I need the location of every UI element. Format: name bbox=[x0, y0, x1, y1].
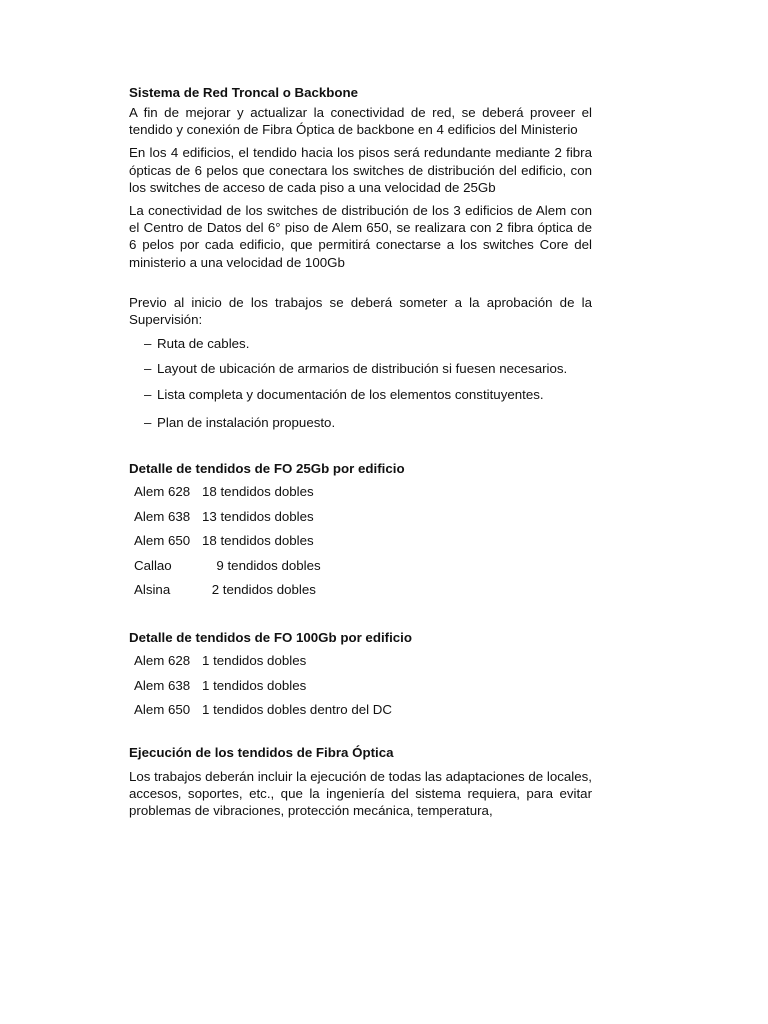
list-item bbox=[129, 360, 592, 377]
dash-bullet: – bbox=[144, 361, 152, 377]
list-item-text: Ruta de cables. bbox=[157, 336, 250, 352]
list-item bbox=[129, 335, 592, 352]
list-item-text: Layout de ubicación de armarios de distribución si fuesen necesarios. bbox=[157, 361, 568, 377]
table-row bbox=[129, 677, 592, 702]
paragraph: La conectividad de los switches de distribución de los 3 edificios de Alem con el Centro de Datos del 6° piso de Alem 650, se realizara con 2 fibra óptica de 6 pelos por cada edificio, que permitirá conectarse a los switches Core del ministerio a una velocidad de 100Gb bbox=[129, 203, 592, 270]
building-value: 1 tendidos dobles bbox=[202, 653, 307, 669]
building-name: Alem 650 bbox=[134, 533, 191, 549]
table-row bbox=[129, 701, 592, 726]
building-name: Alem 628 bbox=[134, 484, 191, 500]
section-fo-25gb bbox=[129, 460, 592, 606]
dash-bullet: – bbox=[144, 414, 152, 430]
list-item bbox=[129, 414, 592, 431]
table-row bbox=[129, 581, 592, 606]
building-name: Callao bbox=[134, 557, 172, 573]
dash-bullet: – bbox=[144, 336, 152, 352]
fo-100gb-table bbox=[129, 652, 592, 726]
list-item-text: Plan de instalación propuesto. bbox=[157, 414, 336, 430]
building-name: Alem 638 bbox=[134, 508, 191, 524]
section-heading: Detalle de tendidos de FO 100Gb por edificio bbox=[129, 630, 412, 646]
section-heading: Ejecución de los tendidos de Fibra Óptica bbox=[129, 744, 394, 760]
table-row bbox=[129, 652, 592, 677]
table-row bbox=[129, 508, 592, 533]
building-name: Alsina bbox=[134, 582, 171, 598]
paragraph: En los 4 edificios, el tendido hacia los pisos será redundante mediante 2 fibra ópticas de 6 pelos que conectara los switches de distribución del edificio, con los switches de acceso de cada piso a una velocidad de 25Gb bbox=[129, 145, 592, 195]
section-ejecucion bbox=[129, 744, 592, 820]
document-page bbox=[129, 84, 592, 819]
building-name: Alem 650 bbox=[134, 702, 191, 718]
requirements-list bbox=[129, 335, 592, 431]
table-row bbox=[129, 483, 592, 508]
paragraph: Previo al inicio de los trabajos se deberá someter a la aprobación de la Supervisión: bbox=[129, 294, 592, 328]
building-value: 1 tendidos dobles bbox=[202, 677, 307, 693]
section-fo-100gb bbox=[129, 629, 592, 726]
building-name: Alem 638 bbox=[134, 677, 191, 693]
paragraph: Los trabajos deberán incluir la ejecución de todas las adaptaciones de locales, accesos, soportes, etc., que la ingeniería del sistema requiera, para evitar problemas de vibraciones, protección mecánica, temperatura, bbox=[129, 768, 592, 819]
section-backbone bbox=[129, 84, 592, 431]
building-value: 1 tendidos dobles dentro del DC bbox=[202, 702, 392, 718]
list-item-text: Lista completa y documentación de los elementos constituyentes. bbox=[157, 386, 544, 402]
table-row bbox=[129, 532, 592, 557]
dash-bullet: – bbox=[144, 386, 152, 402]
building-value: 9 tendidos dobles bbox=[209, 557, 321, 573]
building-value: 18 tendidos dobles bbox=[202, 484, 314, 500]
fo-25gb-table bbox=[129, 483, 592, 606]
list-item bbox=[129, 386, 592, 403]
building-name: Alem 628 bbox=[134, 653, 191, 669]
building-value: 18 tendidos dobles bbox=[202, 533, 314, 549]
building-value: 13 tendidos dobles bbox=[202, 508, 314, 524]
section-heading: Detalle de tendidos de FO 25Gb por edificio bbox=[129, 461, 405, 477]
paragraph: A fin de mejorar y actualizar la conectividad de red, se deberá proveer el tendido y conexión de Fibra Óptica de backbone en 4 edificios del Ministerio bbox=[129, 105, 592, 138]
building-value: 2 tendidos dobles bbox=[208, 582, 316, 598]
table-row bbox=[129, 557, 592, 582]
section-heading: Sistema de Red Troncal o Backbone bbox=[129, 85, 359, 100]
